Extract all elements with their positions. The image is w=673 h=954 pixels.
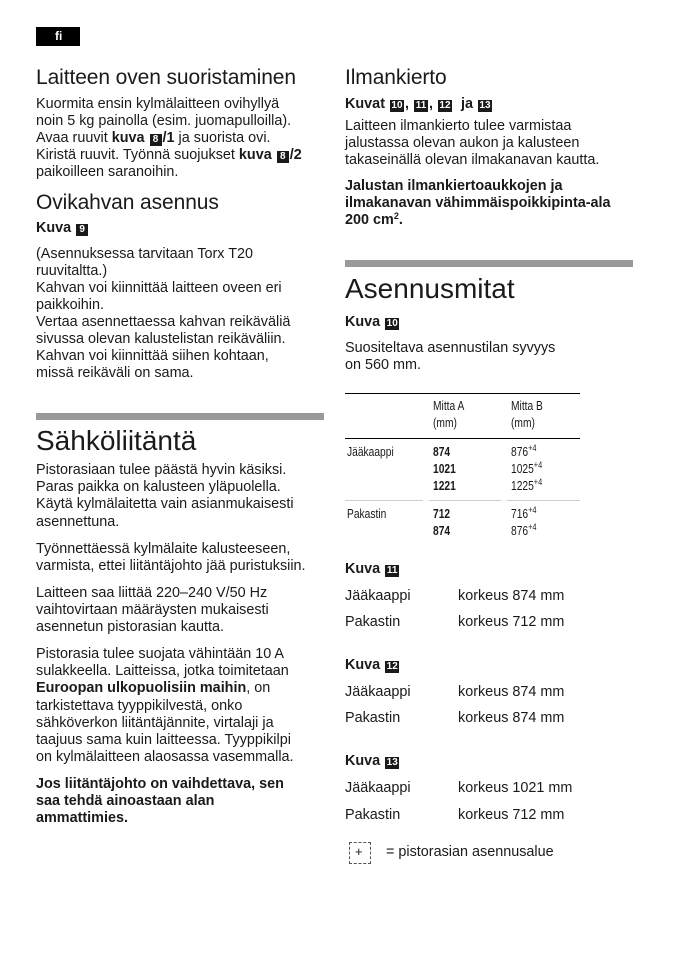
height-label: Pakastin xyxy=(345,614,401,630)
figure-13-ref: Kuva 13 xyxy=(345,753,398,769)
figure-11-ref: Kuva 11 xyxy=(345,561,398,577)
figure-ref-icon: 12 xyxy=(386,661,398,672)
height-label: Pakastin xyxy=(345,710,401,726)
electric-text-line: sulakkeella. Laitteissa, jotka toimitetaan xyxy=(36,663,289,680)
electric-text-line: Pistorasia tulee suojata vähintään 10 A xyxy=(36,646,285,662)
height-label: Jääkaappi xyxy=(345,684,411,700)
table-header-b: Mitta B xyxy=(511,399,543,413)
section-divider xyxy=(345,260,633,267)
table-cell: $876^{+4}$ xyxy=(511,443,537,459)
handle-text-line: Kahvan voi kiinnittää siihen kohtaan, xyxy=(36,348,269,364)
electric-warning-line: ammattimies. xyxy=(36,810,128,827)
table-header-rule xyxy=(345,438,580,439)
figure-ref-icon: 12 xyxy=(439,100,451,111)
dimensions-text-line: Suositeltava asennustilan syvyys xyxy=(345,340,556,356)
oven-text-line: noin 5 kg painolla (esim. juomapulloilla). xyxy=(36,113,292,129)
electric-text-line: sähköverkon liitäntäjännite, virtalaji ja xyxy=(36,714,274,731)
airflow-text-line: jalustassa olevan aukon ja kalusteen xyxy=(345,135,580,152)
table-cell: $1225^{+4}$ xyxy=(511,477,543,493)
electric-text-line: Euroopan ulkopuolisiin maihin, on xyxy=(36,680,271,697)
oven-text-line: paikoilleen saranoihin. xyxy=(36,164,179,180)
dimensions-figure-ref: Kuva 10 xyxy=(345,314,398,330)
oven-section-title: Laitteen oven suoristaminen xyxy=(36,66,296,89)
table-row-rule xyxy=(429,500,501,501)
electric-section-title: Sähköliitäntä xyxy=(36,425,197,456)
table-row-label: Jääkaappi xyxy=(347,445,394,459)
oven-text-line: Kiristä ruuvit. Työnnä suojukset kuva 8 /2 xyxy=(36,147,302,163)
table-row-rule xyxy=(345,500,423,501)
handle-text-line: missä reikäväli on sama. xyxy=(36,365,194,381)
airflow-bold-line: Jalustan ilmankiertoaukkojen ja xyxy=(345,178,563,194)
electric-text-line: Työnnettäessä kylmälaite kalusteeseen, xyxy=(36,541,291,557)
figure-ref-icon: 11 xyxy=(415,100,427,111)
figure-ref-icon: 10 xyxy=(386,318,398,329)
figure-ref-icon: 9 xyxy=(76,224,88,236)
table-cell: 712 xyxy=(433,507,451,521)
electric-text-line: vaihtovirtaan määräysten mukaisesti xyxy=(36,602,269,619)
electric-text-line: asennetun pistorasian kautta. xyxy=(36,619,225,636)
airflow-text-line: Laitteen ilmankierto tulee varmistaa xyxy=(345,118,572,134)
table-cell: $1025^{+4}$ xyxy=(511,460,543,476)
figure-ref-icon: 10 xyxy=(391,100,403,111)
electric-warning-line: Jos liitäntäjohto on vaihdettava, sen xyxy=(36,776,284,792)
handle-text-line: ruuvitaltta.) xyxy=(36,263,108,279)
oven-text-line: Kuormita ensin kylmälaitteen ovihyllyä xyxy=(36,96,280,112)
table-cell: 874 xyxy=(433,445,451,459)
figure-12-ref: Kuva 12 xyxy=(345,657,398,673)
electric-text-line: Paras paikka on kalusteen yläpuolella. xyxy=(36,479,281,496)
table-cell: 874 xyxy=(433,524,451,538)
oven-text-line: Avaa ruuvit kuva 8 /1 ja suorista ovi. xyxy=(36,130,271,146)
figure-ref-icon: 13 xyxy=(479,100,491,111)
electric-text-line: Käytä kylmälaitetta vain asianmukaisesti xyxy=(36,496,294,513)
electric-text-line: Pistorasiaan tulee päästä hyvin käsiksi. xyxy=(36,462,287,478)
table-header-b-unit: (mm) xyxy=(511,416,535,430)
table-row-label: Pakastin xyxy=(347,507,387,521)
handle-text-line: sivussa olevan kalustelistan reikäväliin. xyxy=(36,331,286,347)
figure-ref-icon: 13 xyxy=(386,757,398,768)
handle-text-line: paikkoihin. xyxy=(36,297,104,313)
electric-text-line: taajuus sama kuin laitteessa. Tyyppikilpi xyxy=(36,732,291,748)
socket-legend-text: = pistorasian asennusalue xyxy=(386,844,554,860)
table-cell: $716^{+4}$ xyxy=(511,505,537,521)
figure-ref-icon: 8 xyxy=(277,151,289,163)
dimensions-section-title: Asennusmitat xyxy=(345,273,515,304)
table-header-a-unit: (mm) xyxy=(433,416,457,430)
table-top-rule xyxy=(345,393,580,394)
airflow-section-title: Ilmankierto xyxy=(345,66,447,89)
dimensions-text-line: on 560 mm. xyxy=(345,357,421,373)
handle-figure-ref: Kuva 9 xyxy=(36,220,89,238)
electric-warning-line: saa tehdä ainoastaan alan xyxy=(36,793,215,810)
figure-ref-icon: 11 xyxy=(386,565,398,576)
electric-text-line: varmista, ettei liitäntäjohto jää puristuksiin. xyxy=(36,558,306,575)
handle-text-line: (Asennuksessa tarvitaan Torx T20 xyxy=(36,246,254,262)
table-cell: 1221 xyxy=(433,479,456,493)
figure-ref-icon: 8 xyxy=(150,134,162,146)
handle-text-line: Kahvan voi kiinnittää laitteen oveen eri xyxy=(36,280,282,296)
height-label: Jääkaappi xyxy=(345,588,411,604)
socket-area-icon: + xyxy=(349,842,371,864)
airflow-bold-line: ilmakanavan vähimmäispoikkipinta-ala xyxy=(345,195,611,212)
handle-text-line: Vertaa asennettaessa kahvan reikäväliä xyxy=(36,314,291,330)
table-header-a: Mitta A xyxy=(433,399,465,413)
airflow-bold-line: 200 $cm^2$. xyxy=(345,211,403,229)
height-value: korkeus 712 mm xyxy=(458,614,565,630)
height-value: korkeus 874 mm xyxy=(458,710,565,726)
section-divider xyxy=(36,413,324,420)
handle-section-title: Ovikahvan asennus xyxy=(36,191,219,214)
electric-text-line: asennettuna. xyxy=(36,513,120,530)
table-cell: $876^{+4}$ xyxy=(511,522,537,538)
table-row-rule xyxy=(507,500,580,501)
height-label: Pakastin xyxy=(345,807,401,823)
height-value: korkeus 712 mm xyxy=(458,807,565,823)
language-tab: fi xyxy=(36,27,80,46)
height-value: korkeus 874 mm xyxy=(458,684,565,700)
height-value: korkeus 1021 mm xyxy=(458,780,573,796)
airflow-text-line: takaseinällä olevan ilmakanavan kautta. xyxy=(345,152,600,169)
height-value: korkeus 874 mm xyxy=(458,588,565,604)
table-cell: 1021 xyxy=(433,462,456,476)
height-label: Jääkaappi xyxy=(345,780,411,796)
electric-text-line: tarkistettava tyyppikilvestä, onko xyxy=(36,697,243,714)
electric-text-line: on kylmälaitteen alaosassa vasemmalla. xyxy=(36,749,294,766)
airflow-figure-ref: Kuvat 10 , 11 , 12 ja 13 xyxy=(345,96,491,112)
electric-text-line: Laitteen saa liittää 220–240 V/50 Hz xyxy=(36,585,268,601)
